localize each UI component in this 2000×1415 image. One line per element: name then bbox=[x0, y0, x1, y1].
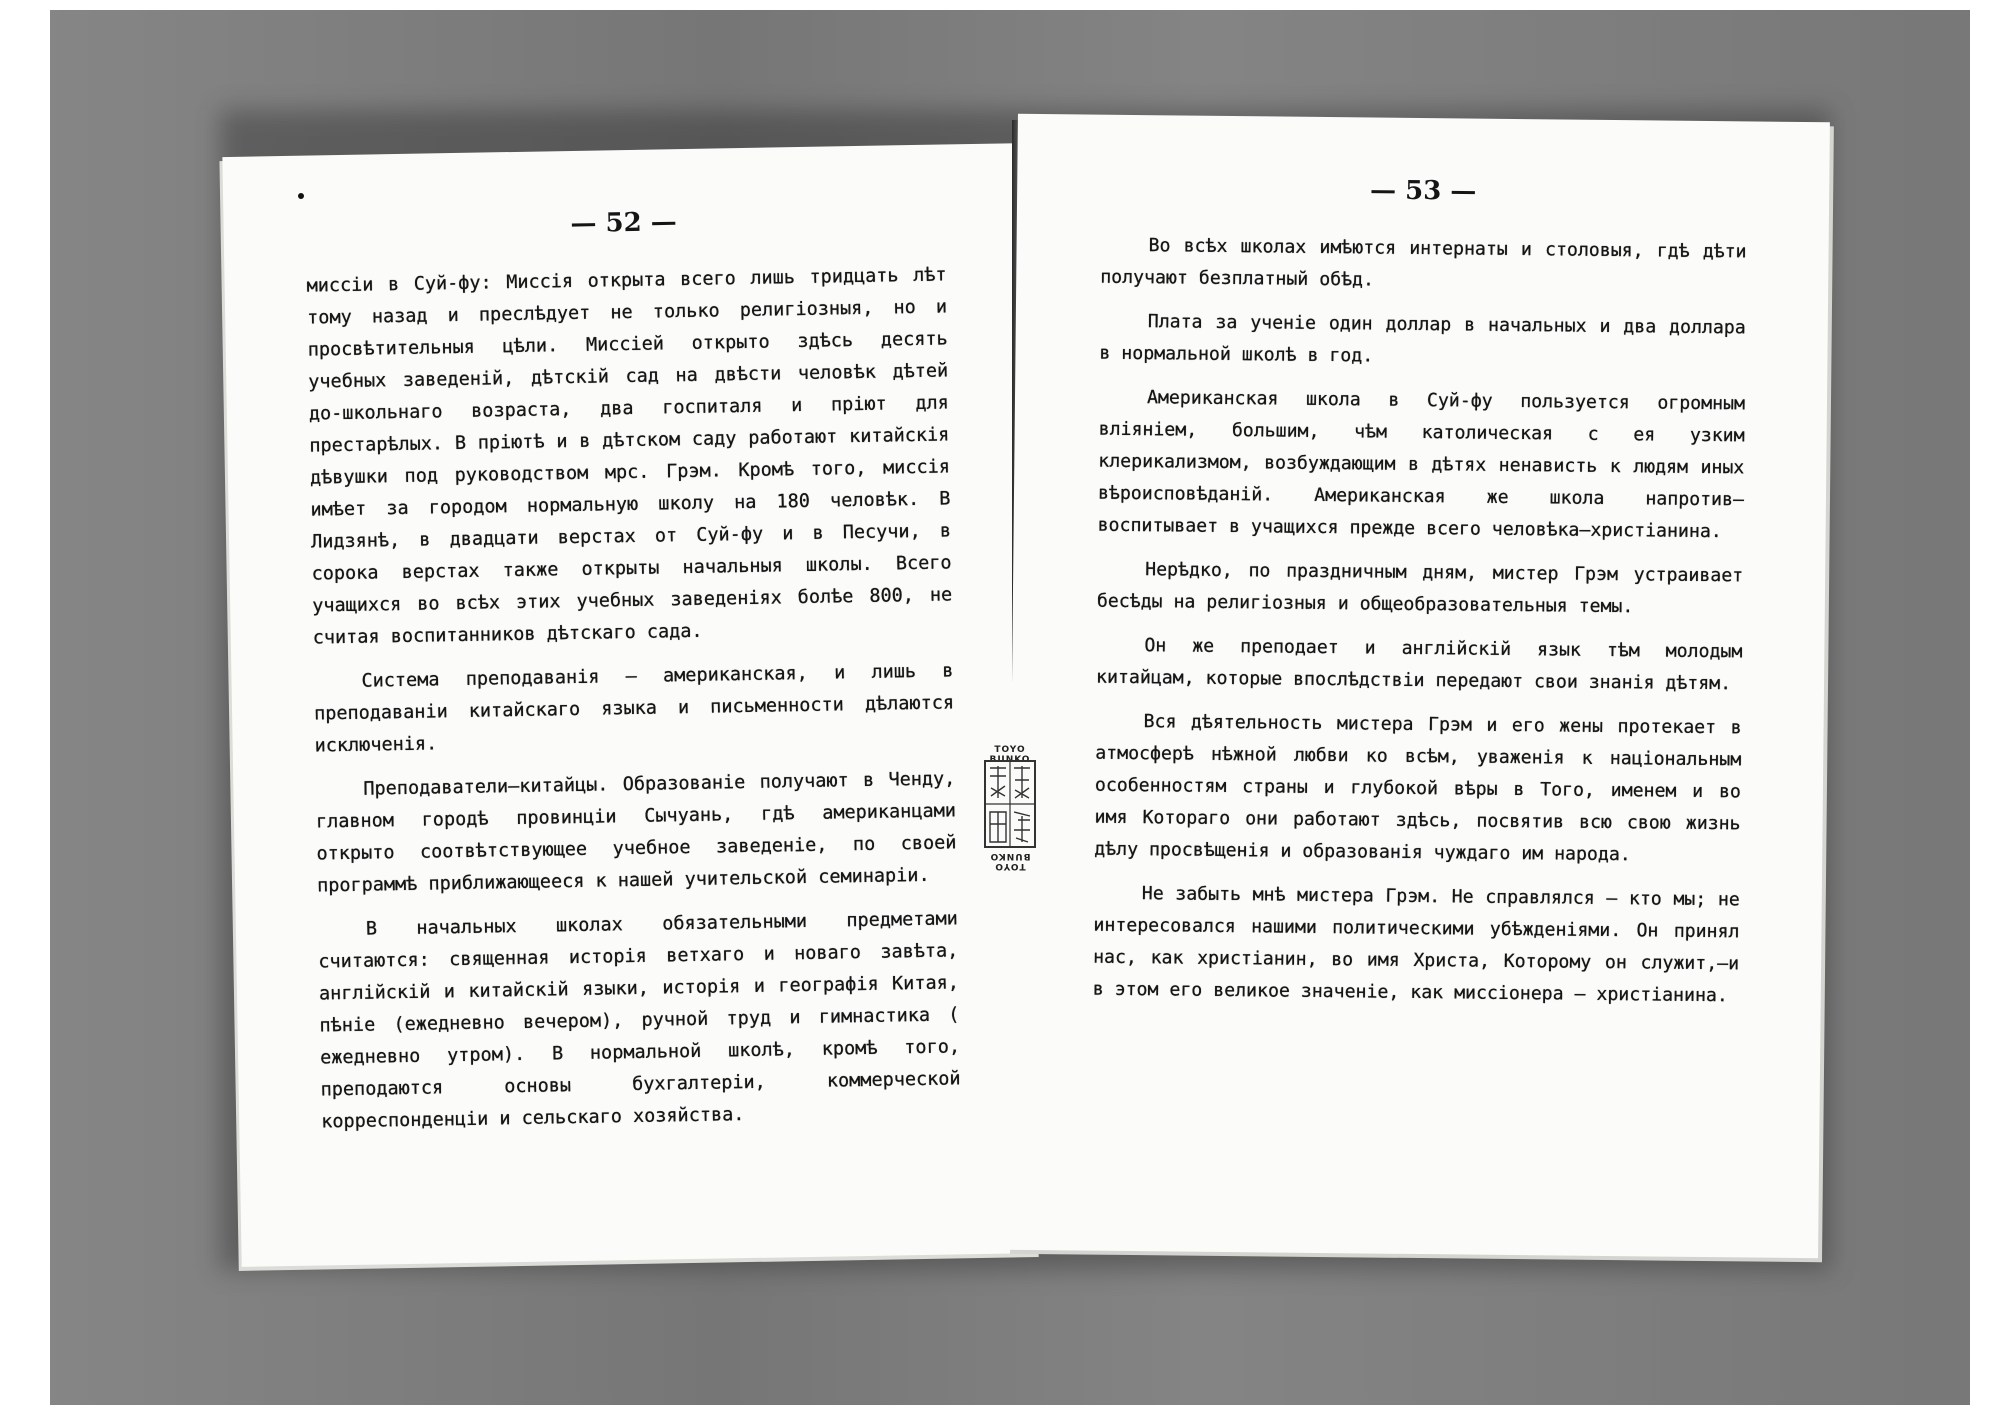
right-page bbox=[1006, 114, 1830, 1258]
right-paragraph-1: Во всѣх школах имѣются интернаты и столовыя, гдѣ дѣти получают безплатный обѣд. bbox=[1100, 235, 1747, 291]
stamp-label-bottom: TOYO BUNKO bbox=[989, 851, 1031, 871]
right-paragraph-4: Нерѣдко, по праздничным дням, мистер Грэм устраивает бесѣды на религіозныя и общеобразовательныя темы. bbox=[1096, 559, 1744, 618]
left-page-text bbox=[306, 259, 961, 1150]
page-number-left: — 52 — bbox=[570, 207, 677, 239]
left-paragraph-1: миссіи в Суй-фу: Миссія открыта всего лишь тридцать лѣт тому назад и преслѣдует не только религіозныя, но и просвѣтительныя цѣли. Миссіей открыто здѣсь десять учебных заведеній, дѣтскій сад на двѣсти человѣк дѣтей до-школьнаго возраста, два госпиталя и пріют для престарѣлых. В пріютѣ и в дѣтском саду работают китайскія дѣвушки под руководством мрс. Грэм. Кромѣ того, миссія имѣет за городом нормальную школу на 180 человѣк. В Лидзянѣ, в двадцати верстах от Суй-фу и в Песучи, в сорока верстах также открыты начальныя школы. Всего учащихся во всѣх этих учебных заведеніях болѣе 800, не считая воспитанников дѣтскаго сада. bbox=[306, 264, 953, 649]
left-paragraph-2: Система преподаванія — американская, и лишь в преподаваніи китайскаго языка и письменности дѣлаются исключенія. bbox=[313, 660, 955, 757]
stamp-label-top: TOYO BUNKO bbox=[989, 745, 1031, 765]
right-paragraph-3: Американская школа в Суй-фу пользуется огромным вліяніем, большим, чѣм католическая с ея узким клерикализмом, возбуждающим в дѣтях ненависть к людям иных вѣроисповѣданій. Американская же школа напротив—воспитывает в учащихся прежде всего человѣка—христіанина. bbox=[1097, 387, 1746, 543]
seal-icon bbox=[982, 758, 1038, 850]
left-paragraph-3: Преподаватели—китайцы. Образованіе получают в Ченду, главном городѣ провинціи Сычуань, гдѣ американцами открыто соотвѣтствующее учебное заведеніе, по своей программѣ приближающееся к нашей учительской семинаріи. bbox=[315, 768, 957, 897]
library-stamp bbox=[982, 745, 1038, 871]
right-paragraph-5: Он же преподает и англійскій язык тѣм молодым китайцам, которые впослѣдствіи передают свои знанія дѣтям. bbox=[1095, 635, 1743, 695]
right-page-text bbox=[1093, 230, 1747, 1025]
left-page bbox=[222, 143, 1041, 1267]
ink-dot bbox=[298, 193, 304, 199]
right-paragraph-2: Плата за ученіе один доллар в начальных и два доллара в нормальной школѣ в год. bbox=[1099, 311, 1746, 367]
right-paragraph-7: Не забыть мнѣ мистера Грэм. Не справлялся — кто мы; не интересовался нашими политическими убѣжденіями. Он принял нас, как христіанин, во имя Христа, Которому он служит,—и в этом его великое значеніе, как миссіонера — христіанина. bbox=[1092, 883, 1740, 1007]
page-number-right: — 53 — bbox=[1369, 175, 1477, 207]
left-paragraph-4: В начальных школах обязательными предметами считаются: священная исторія ветхаго и новаго завѣта, англійскій и китайскій языки, исторія и географія Китая, пѣніе (ежедневно вечером), ручной труд и гимнастика ( ежедневно утром). В нормальной школѣ, кромѣ того, преподаются основы бухгалтеріи, коммерческой корреспонденціи и сельскаго хозяйства. bbox=[318, 908, 961, 1133]
right-paragraph-6: Вся дѣятельность мистера Грэм и его жены протекает в атмосферѣ нѣжной любви ко всѣм, уваженія к національным особенностям страны и глубокой вѣры в Того, именем и во имя Котораго они работают здѣсь, посвятив всю свою жизнь дѣлу просвѣщенія и образованія чуждаго им народа. bbox=[1094, 711, 1742, 866]
